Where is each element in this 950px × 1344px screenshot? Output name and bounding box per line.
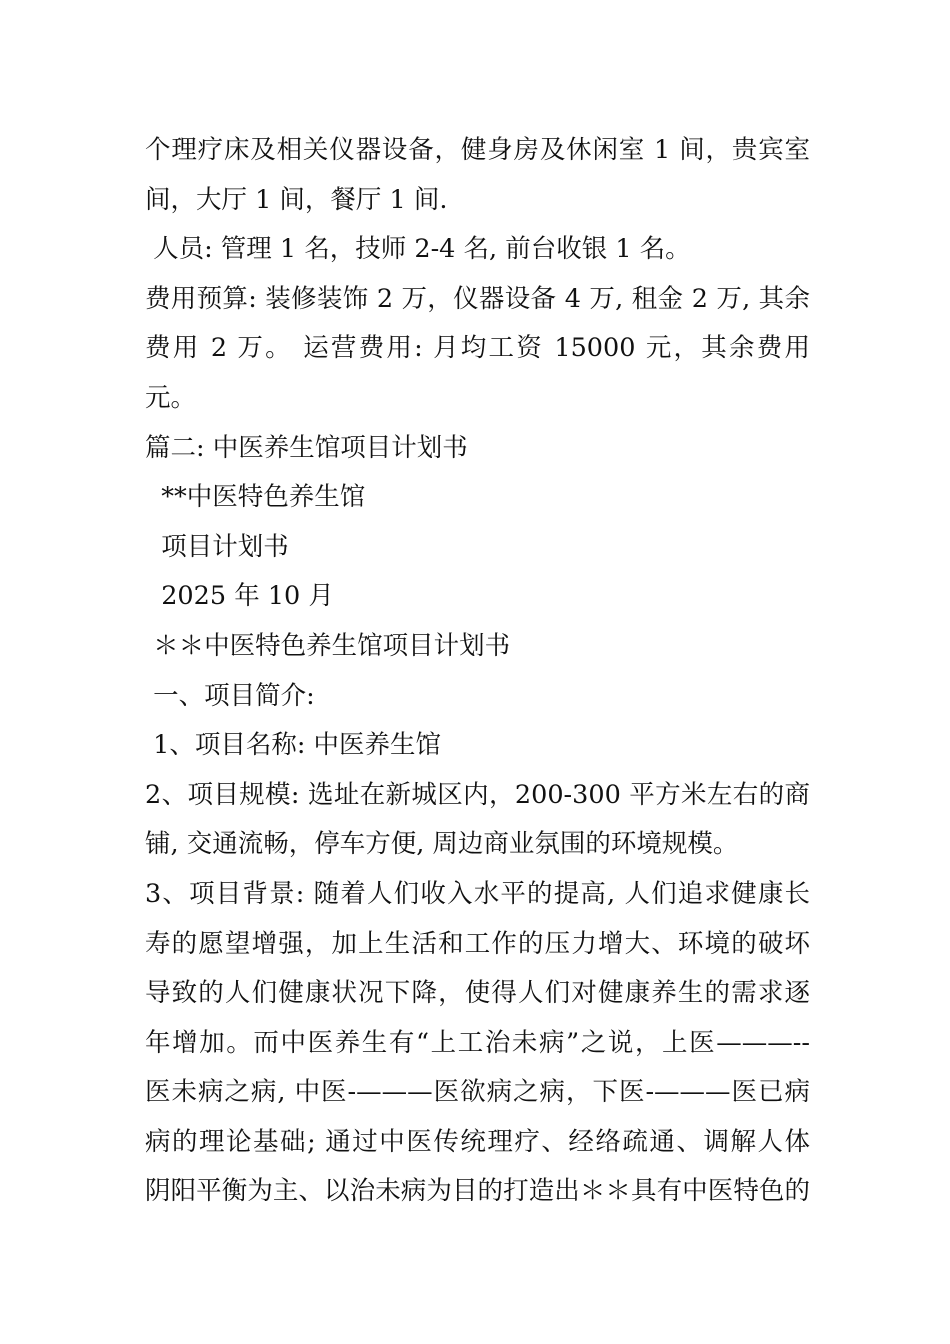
text-line: 铺, 交通流畅，停车方便, 周边商业氛围的环境规模。 [145, 829, 739, 860]
text-line: 寿的愿望增强，加上生活和工作的压力增大、环境的破坏 [145, 928, 810, 959]
text-line: 人员: 管理 1 名，技师 2-4 名, 前台收银 1 名。 [145, 234, 691, 265]
date-line: 2025 年 10 月 [145, 581, 334, 612]
text-line: 阴阳平衡为主、以治未病为目的打造出＊＊具有中医特色的 [145, 1176, 810, 1207]
text-line: 项目计划书 [145, 531, 289, 562]
text-line: 病的理论基础; 通过中医传统理疗、经络疏通、调解人体 [145, 1126, 810, 1157]
text-line: 个理疗床及相关仪器设备，健身房及休闲室 1 间，贵宾室 [145, 135, 810, 165]
text-line: 元。 [145, 382, 197, 413]
subsection-heading: 一、项目简介: [145, 680, 315, 711]
text-line: 3、项目背景: 随着人们收入水平的提高, 人们追求健康长 [145, 878, 810, 909]
text-line: 医未病之病, 中医-———医欲病之病，下医-———医已病 [145, 1077, 810, 1108]
text-line: 费用预算: 装修装饰 2 万，仪器设备 4 万, 租金 2 万, 其余 [145, 283, 810, 314]
text-line: 2、项目规模: 选址在新城区内，200-300 平方米左右的商 [145, 779, 810, 810]
document-title: ＊＊中医特色养生馆项目计划书 [145, 630, 511, 661]
text-line: **中医特色养生馆 [145, 482, 366, 513]
text-line: 导致的人们健康状况下降，使得人们对健康养生的需求逐 [145, 978, 810, 1009]
document-body [145, 126, 810, 1217]
text-line: 年增加。而中医养生有“上工治未病”之说，上医———-- [145, 1027, 810, 1058]
section-heading: 篇二: 中医养生馆项目计划书 [145, 432, 468, 463]
text-line: 1、项目名称: 中医养生馆 [145, 730, 442, 761]
text-line: 费用 2 万。 运营费用: 月均工资 15000 元，其余费用 [145, 333, 810, 364]
text-line: 间，大厅 1 间，餐厅 1 间. [145, 184, 448, 215]
